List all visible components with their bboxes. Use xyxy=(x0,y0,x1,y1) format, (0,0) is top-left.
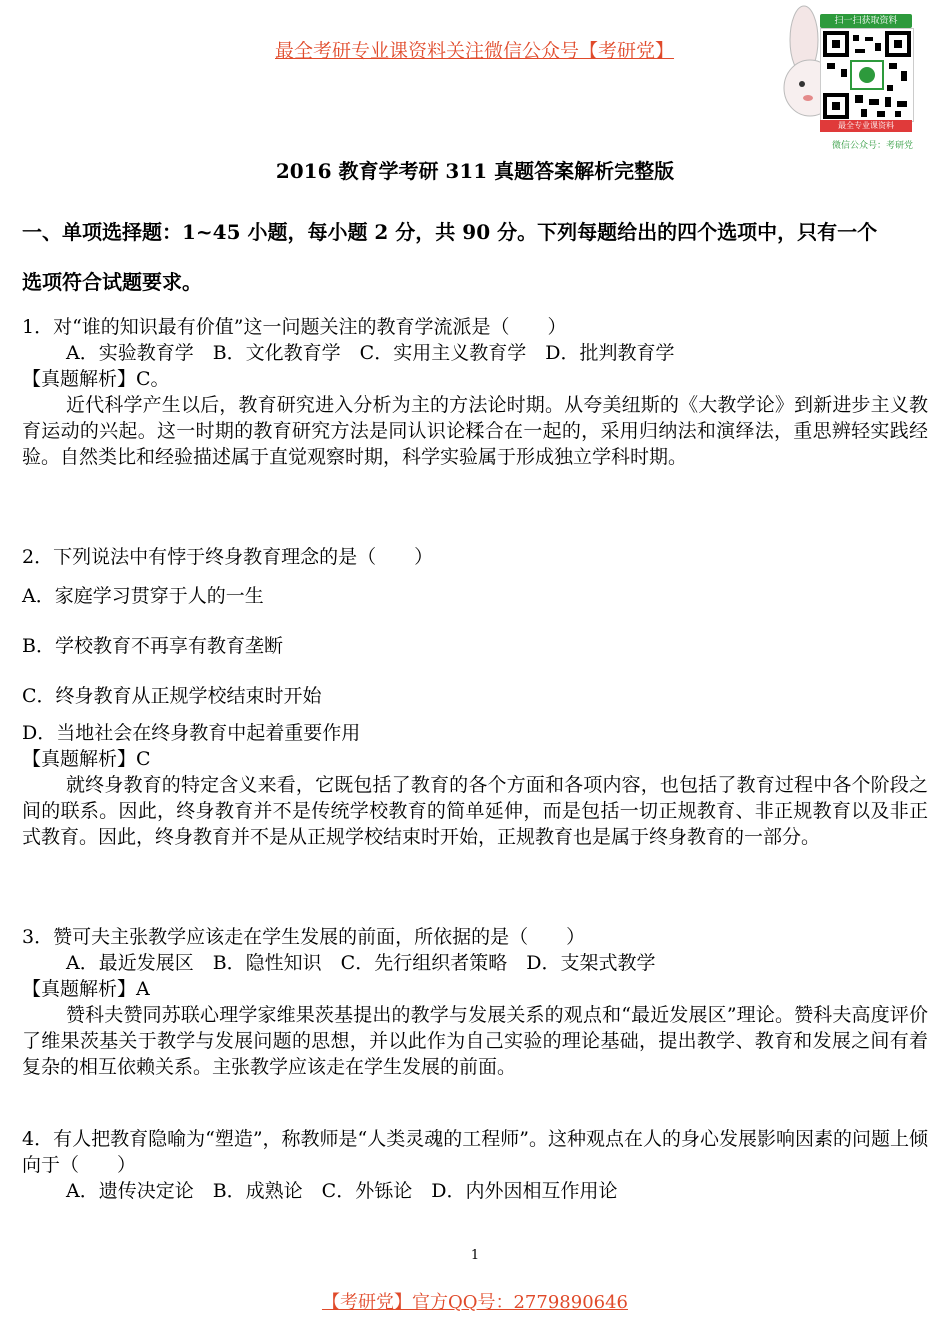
section-heading-line1: 一、单项选择题：1~45 小题，每小题 2 分，共 90 分。下列每题给出的四个选项中，只有一个 xyxy=(22,220,878,244)
qr-code-block xyxy=(782,0,950,158)
header-promo-link[interactable]: 最全考研专业课资料关注微信公众号【考研党】 xyxy=(275,40,675,62)
q2-option-a: A．家庭学习贯穿于人的一生 xyxy=(22,585,264,607)
section-heading-line2: 选项符合试题要求。 xyxy=(22,270,202,294)
q1-options: A．实验教育学 B．文化教育学 C．实用主义教育学 D．批判教育学 xyxy=(66,342,675,364)
q3-options: A．最近发展区 B．隐性知识 C．先行组织者策略 D．支架式教学 xyxy=(66,952,656,974)
document-title: 2016 教育学考研 311 真题答案解析完整版 xyxy=(275,159,675,183)
q1-explanation: 近代科学产生以后，教育研究进入分析为主的方法论时期。从夸美纽斯的《大教学论》到新进步主义教育运动的兴起。这一时期的教育研究方法是同认识论糅合在一起的，采用归纳法和演绎法，重思辨轻实践经验。自然类比和经验描述属于直觉观察时期，科学实验属于形成独立学科时期。 xyxy=(22,394,928,468)
qr-bottom-label: 最全专业课资料 xyxy=(820,120,912,132)
q1-question: 1．对“谁的知识最有价值”这一问题关注的教育学流派是（ ） xyxy=(22,316,567,338)
q4-question: 4．有人把教育隐喻为“塑造”，称教师是“人类灵魂的工程师”。这种观点在人的身心发展影响因素的问题上倾向于（ ） xyxy=(22,1128,928,1176)
footer-contact-link[interactable]: 【考研党】官方QQ号：2779890646 xyxy=(321,1292,629,1313)
qr-code-icon[interactable] xyxy=(820,28,914,122)
q2-question: 2．下列说法中有悖于终身教育理念的是（ ） xyxy=(22,546,434,568)
page-number: 1 xyxy=(470,1248,480,1263)
q3-explanation: 赞科夫赞同苏联心理学家维果茨基提出的教学与发展关系的观点和“最近发展区”理论。赞科夫高度评价了维果茨基关于教学与发展问题的思想，并以此作为自己实验的理论基础，提出教学、教育和发展之间有着复杂的相互依赖关系。主张教学应该走在学生发展的前面。 xyxy=(22,1004,928,1078)
q2-answer: 【真题解析】C xyxy=(22,748,151,770)
q4-options: A．遗传决定论 B．成熟论 C．外铄论 D．内外因相互作用论 xyxy=(66,1180,618,1202)
q1-answer: 【真题解析】C。 xyxy=(22,368,170,390)
qr-caption: 微信公众号：考研党 xyxy=(832,141,914,151)
q2-option-b: B．学校教育不再享有教育垄断 xyxy=(22,635,283,657)
q3-question: 3．赞可夫主张教学应该走在学生发展的前面，所依据的是（ ） xyxy=(22,926,586,948)
q3-answer: 【真题解析】A xyxy=(22,978,150,1000)
qr-top-label: 扫一扫获取资料 xyxy=(820,14,912,28)
q2-option-d: D．当地社会在终身教育中起着重要作用 xyxy=(22,722,361,744)
q2-explanation: 就终身教育的特定含义来看，它既包括了教育的各个方面和各项内容，也包括了教育过程中各个阶段之间的联系。因此，终身教育并不是传统学校教育的简单延伸，而是包括一切正规教育、非正规教育以及非正式教育。因此，终身教育并不是从正规学校结束时开始，正规教育也是属于终身教育的一部分。 xyxy=(22,774,928,848)
q2-option-c: C．终身教育从正规学校结束时开始 xyxy=(22,685,322,707)
